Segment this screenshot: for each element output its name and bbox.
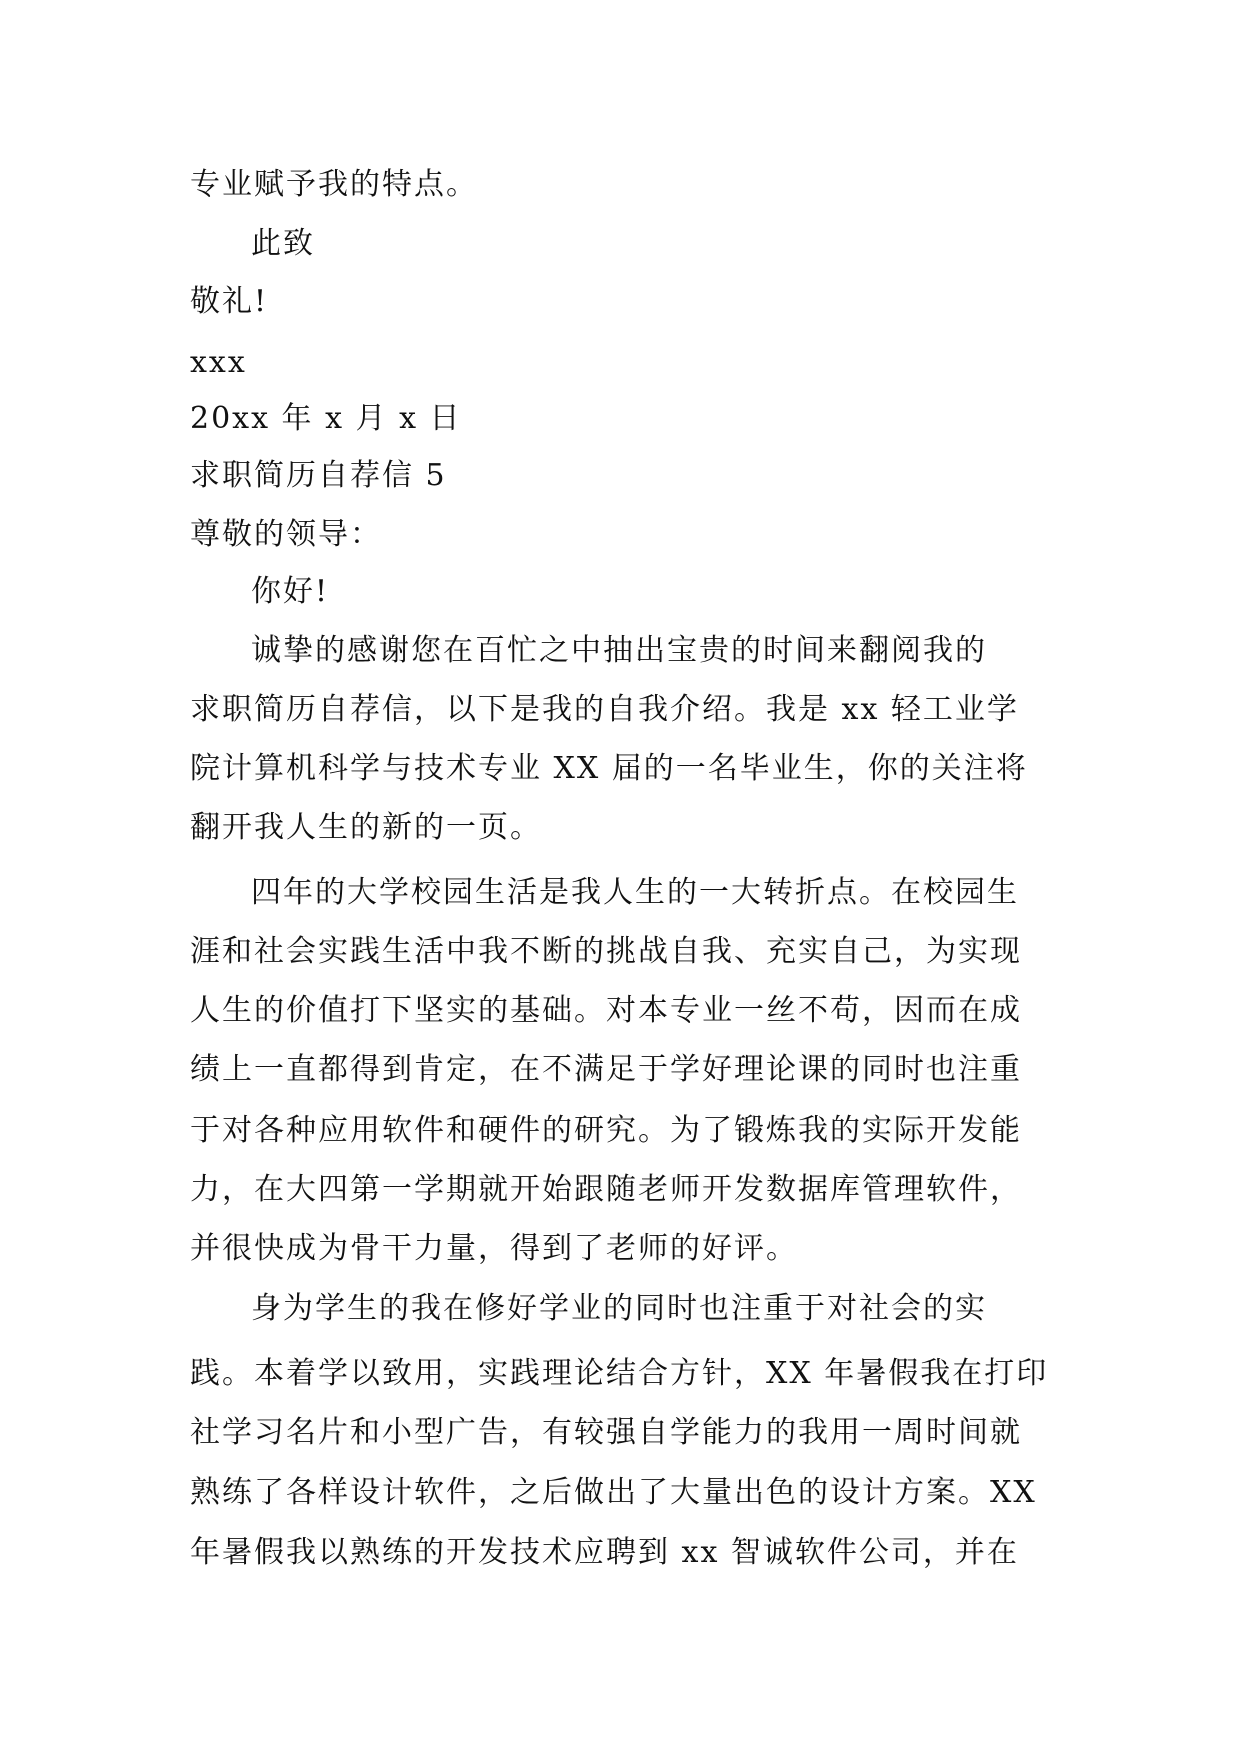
paragraph-line: 求职简历自荐信，以下是我的自我介绍。我是 xx 轻工业学: [190, 692, 1019, 727]
paragraph-line: 诚挚的感谢您在百忙之中抽出宝贵的时间来翻阅我的: [251, 633, 987, 668]
paragraph-line: 院计算机科学与技术专业 XX 届的一名毕业生，你的关注将: [190, 751, 1028, 786]
paragraph-line: 涯和社会实践生活中我不断的挑战自我、充实自己，为实现: [190, 934, 1022, 969]
paragraph-line: 专业赋予我的特点。: [190, 167, 478, 202]
paragraph-line: 熟练了各样设计软件，之后做出了大量出色的设计方案。XX: [190, 1475, 1037, 1510]
paragraph-line: 人生的价值打下坚实的基础。对本专业一丝不苟，因而在成: [190, 993, 1022, 1028]
greeting-line: 你好!: [251, 574, 330, 609]
section-heading: 求职简历自荐信 5: [190, 458, 447, 493]
paragraph-line: 并很快成为骨干力量，得到了老师的好评。: [190, 1231, 798, 1266]
signature-name: xxx: [190, 345, 247, 380]
signature-date: 20xx 年 x 月 x 日: [190, 401, 462, 436]
paragraph-line: 践。本着学以致用，实践理论结合方针，XX 年暑假我在打印: [190, 1356, 1049, 1391]
paragraph-line: 身为学生的我在修好学业的同时也注重于对社会的实: [251, 1291, 987, 1326]
paragraph-line: 绩上一直都得到肯定，在不满足于学好理论课的同时也注重: [190, 1052, 1022, 1087]
paragraph-line: 四年的大学校园生活是我人生的一大转折点。在校园生: [251, 875, 1019, 910]
paragraph-line: 于对各种应用软件和硬件的研究。为了锻炼我的实际开发能: [190, 1113, 1022, 1148]
closing-salutation: 此致: [251, 226, 315, 261]
paragraph-line: 社学习名片和小型广告，有较强自学能力的我用一周时间就: [190, 1415, 1022, 1450]
closing-respect: 敬礼!: [190, 284, 269, 319]
paragraph-line: 翻开我人生的新的一页。: [190, 810, 542, 845]
letter-salutation: 尊敬的领导：: [190, 517, 382, 552]
paragraph-line: 年暑假我以熟练的开发技术应聘到 xx 智诚软件公司，并在: [190, 1535, 1019, 1570]
paragraph-line: 力，在大四第一学期就开始跟随老师开发数据库管理软件，: [190, 1172, 1022, 1207]
